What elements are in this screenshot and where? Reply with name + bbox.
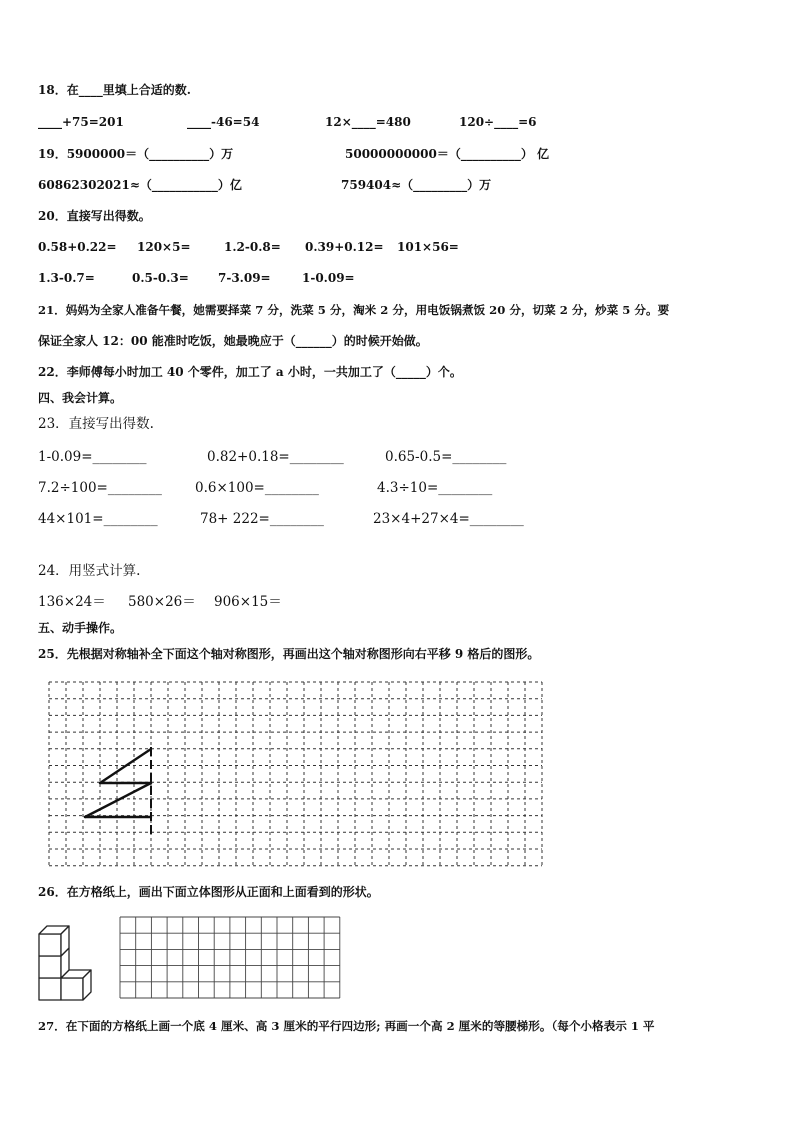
q20-title: 20．直接写出得数。 [38, 209, 151, 223]
q18-item-1: ____+75=201 [38, 115, 124, 129]
q22-text: 22．李师傅每小时加工 40 个零件，加工了 a 小时，一共加工了（_____）个。 [38, 365, 462, 379]
q19-item-3: 60862302021≈（___________）亿 [38, 178, 242, 192]
q24-item-3: 906×15＝ [214, 594, 282, 610]
q18-title: 18．在____里填上合适的数. [38, 83, 191, 97]
q19-item-2: 50000000000＝（__________） 亿 [345, 147, 550, 161]
q20-r1-3: 1.2-0.8= [224, 240, 281, 254]
q23-r2-1: 7.2÷100=________ [38, 480, 162, 496]
section-5-heading: 五、动手操作。 [38, 621, 123, 635]
q23-r2-2: 0.6×100=________ [195, 480, 319, 496]
q18-item-4: 120÷____=6 [459, 115, 537, 129]
q20-r2-4: 1-0.09= [302, 271, 355, 285]
q23-r3-3: 23×4+27×4=________ [373, 511, 524, 527]
q24-title: 24．用竖式计算. [38, 563, 141, 579]
q24-item-2: 580×26＝ [128, 594, 196, 610]
q20-r1-5: 101×56= [397, 240, 459, 254]
q20-r1-1: 0.58+0.22= [38, 240, 117, 254]
q18-item-2: ____-46=54 [187, 115, 260, 129]
q19-item-1: 19．5900000＝（__________）万 [38, 147, 234, 161]
q27-text: 27．在下面的方格纸上画一个底 4 厘米、高 3 厘米的平行四边形; 再画一个高 2 厘米的等腰梯形。（每个小格表示 1 平 [38, 1019, 655, 1033]
q21-line-2: 保证全家人 12：00 能准时吃饭，她最晚应于（______）的时候开始做。 [38, 334, 428, 348]
section-4-heading: 四、我会计算。 [38, 391, 123, 405]
q23-r1-2: 0.82+0.18=________ [207, 449, 344, 465]
q23-r2-3: 4.3÷10=________ [377, 480, 493, 496]
q20-r1-2: 120×5= [137, 240, 191, 254]
q18-item-3: 12×____=480 [325, 115, 411, 129]
q26-text: 26．在方格纸上，画出下面立体图形从正面和上面看到的形状。 [38, 885, 379, 899]
q23-r3-1: 44×101=________ [38, 511, 158, 527]
q20-r2-2: 0.5-0.3= [132, 271, 189, 285]
q23-r1-1: 1-0.09=________ [38, 449, 147, 465]
q20-r1-4: 0.39+0.12= [305, 240, 384, 254]
q21-line-1: 21．妈妈为全家人准备午餐，她需要择菜 7 分，洗菜 5 分，淘米 2 分，用电饭锅煮饭 20 分，切菜 2 分，炒菜 5 分。要 [38, 303, 670, 317]
q24-item-1: 136×24＝ [38, 594, 106, 610]
q20-r2-1: 1.3-0.7= [38, 271, 95, 285]
q20-r2-3: 7-3.09= [218, 271, 271, 285]
q25-text: 25．先根据对称轴补全下面这个轴对称图形，再画出这个轴对称图形向右平移 9 格后的图形。 [38, 647, 540, 661]
q23-r3-2: 78+ 222=________ [200, 511, 324, 527]
q19-item-4: 759404≈（_________）万 [341, 178, 492, 192]
q23-r1-3: 0.65-0.5=________ [385, 449, 507, 465]
q23-title: 23．直接写出得数. [38, 416, 154, 432]
